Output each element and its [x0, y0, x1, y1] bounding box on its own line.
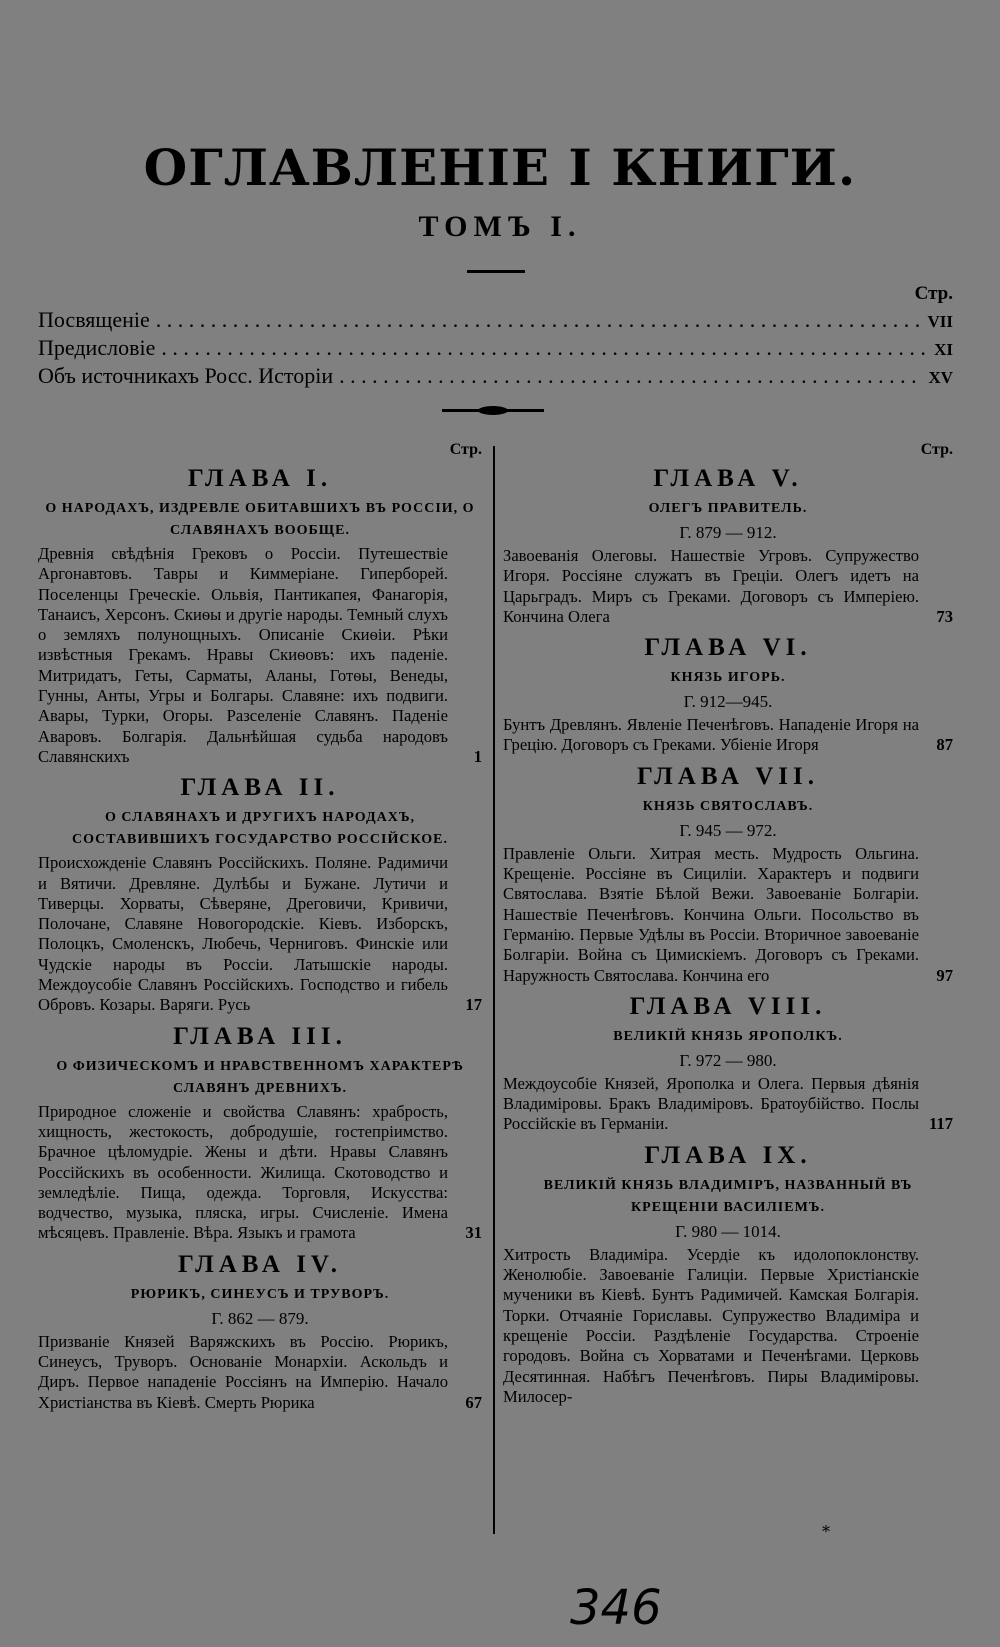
ornament-rule — [442, 409, 544, 412]
front-matter — [38, 283, 953, 391]
footnote-mark: * — [822, 1522, 830, 1541]
chapter-entry[interactable] — [503, 633, 953, 756]
chapter-page: 31 — [465, 1223, 482, 1243]
front-matter-label: Объ источникахъ Росс. Исторіи — [38, 363, 334, 388]
chapter-page: 87 — [936, 735, 953, 755]
chapter-entry[interactable] — [503, 762, 953, 986]
chapter-page: 73 — [936, 606, 953, 626]
chapter-subtitle: ОЛЕГЪ ПРАВИТЕЛЬ. — [648, 501, 808, 516]
chapter-page: 117 — [929, 1114, 953, 1134]
chapter-date: Г. 980 — 1014. — [675, 1221, 781, 1241]
front-matter-label: Предисловіе — [38, 335, 156, 360]
chapter-title: ГЛАВА VI. — [644, 634, 812, 662]
chapter-entry[interactable] — [38, 464, 482, 767]
chapter-summary: Междоусобіе Князей, Ярополка и Олега. Первыя дѣянія Владиміровы. Бракъ Владиміровъ. Братоубійство. Послы Россійскіе въ Германіи. — [503, 1073, 919, 1134]
column-page-label: Стр. — [449, 441, 482, 458]
title-rule — [467, 270, 525, 273]
column-divider — [493, 446, 495, 1534]
chapter-entry[interactable] — [38, 1250, 482, 1413]
chapter-entry[interactable] — [503, 464, 953, 627]
chapter-page: 1 — [473, 746, 482, 766]
chapter-date: Г. 912—945. — [683, 692, 773, 712]
front-matter-label: Посвященіе — [38, 307, 150, 332]
leader-dots — [156, 307, 922, 333]
chapter-subtitle: КНЯЗЬ ИГОРЬ. — [670, 670, 786, 686]
chapter-subtitle: О ФИЗИЧЕСКОМЪ И НРАВСТВЕННОМЪ ХАРАКТЕРѢ СЛАВЯНЪ ДРЕВНИХЪ. — [56, 1058, 464, 1096]
chapter-page: 97 — [936, 965, 953, 985]
chapter-subtitle: О СЛАВЯНАХЪ И ДРУГИХЪ НАРОДАХЪ, СОСТАВИВШИХЪ ГОСУДАРСТВО РОССІЙСКОЕ. — [72, 810, 448, 848]
chapter-summary: Древнія свѣдѣнія Грековъ о Россіи. Путешествіе Аргонавтовъ. Тавры и Киммеріане. Гиперборей. Поселенцы Греческіе. Ольвія, Пантикапея, Фанагорія, Танаисъ, Херсонъ. Скиѳы и другіе народы. Темный слухъ о земляхъ полунощныхъ. Описаніе Скиѳіи. Рѣки извѣстныя Грекамъ. Нравы Скиѳовъ: ихъ паденіе. Митридатъ, Геты, Сарматы, Аланы, Готѳы, Венеды, Гунны, Анты, Угры и Болгары. Славяне: ихъ подвиги. Авары, Турки, Огоры. Разселеніе Славянъ. Паденіе Аваровъ. Болгарія. Дальнѣйшая судьба народовъ Славянскихъ — [38, 544, 448, 766]
chapter-title: ГЛАВА VIII. — [629, 992, 827, 1020]
chapter-date: Г. 972 — 980. — [679, 1050, 777, 1070]
front-matter-item[interactable] — [38, 363, 953, 391]
front-matter-page: XV — [928, 368, 953, 387]
chapter-subtitle: КНЯЗЬ СВЯТОСЛАВЪ. — [642, 798, 814, 814]
chapter-title: ГЛАВА II. — [180, 774, 340, 802]
chapter-summary: Бунтъ Древлянъ. Явленіе Печенѣговъ. Нападеніе Игоря на Грецію. Договоръ съ Греками. Убіеніе Игоря — [503, 715, 919, 755]
chapter-title: ГЛАВА III. — [173, 1022, 347, 1050]
chapter-summary: Хитрость Владиміра. Усердіе къ идолопоклонству. Женолюбіе. Завоеваніе Галиціи. Первые Христіанскіе мученики въ Кіевѣ. Бунтъ Радимичей. Камская Болгарія. Торки. Отчаяніе Гориславы. Супружество Владиміра и крещеніе Россіи. Раздѣленіе Государства. Строеніе городовъ. Война съ Хорватами и Печенѣгами. Церковь Десятинная. Набѣгъ Печенѣговъ. Пиры Владиміровы. Милосер- — [503, 1244, 919, 1406]
chapter-summary: Природное сложеніе и свойства Славянъ: храбрость, хищность, жестокость, добродушіе, гостепріимство. Брачное цѣломудріе. Жены и дѣти. Нравы Славянъ Россійскихъ въ особенности. Жилища. Скотоводство и земледѣліе. Пища, одежда. Торговля, Искусства: водчество, музыка, пляска, игры. Счисленіе. Имена мѣсяцевъ. Правленіе. Вѣра. Языкъ и грамота — [38, 1101, 448, 1243]
chapter-subtitle: ВЕЛИКІЙ КНЯЗЬ ЯРОПОЛКЪ. — [613, 1028, 843, 1044]
chapter-subtitle: О НАРОДАХЪ, ИЗДРЕВЛЕ ОБИТАВШИХЪ ВЪ РОССІИ, О СЛАВЯНАХЪ ВООБЩЕ. — [45, 501, 475, 538]
front-matter-page: XI — [934, 340, 953, 359]
volume-subtitle: ТОМЪ I. — [418, 210, 582, 243]
chapter-page: 17 — [465, 995, 482, 1015]
toc-column-right — [503, 440, 953, 1413]
chapter-summary: Происхожденіе Славянъ Россійскихъ. Поляне. Радимичи и Вятичи. Древляне. Дулѣбы и Бужане. Лутичи и Тиверцы. Хорваты, Сѣверяне, Дреговичи, Кривичи, Полочане, Славяне Новогородскіе. Кіевъ. Изборскъ, Полоцкъ, Смоленскъ, Любечь, Черниговъ. Финскіе или Чудскіе народы въ Россіи. Латышскіе народы. Междоусобіе Славянъ Россійскихъ. Господство и гибель Обровъ. Козары. Варяги. Русь — [38, 853, 448, 1015]
chapter-date: Г. 862 — 879. — [211, 1308, 309, 1328]
chapter-entry[interactable] — [38, 1022, 482, 1244]
leader-dots — [161, 335, 928, 361]
chapter-subtitle: РЮРИКЪ, СИНЕУСЪ И ТРУВОРЪ. — [130, 1286, 390, 1302]
front-matter-page: VII — [927, 312, 953, 331]
page-title: ОГЛАВЛЕНІЕ I КНИГИ. — [143, 138, 857, 197]
chapter-summary: Завоеванія Олеговы. Нашествіе Угровъ. Супружество Игоря. Россіяне служатъ въ Греціи. Олегъ идетъ на Царьградъ. Миръ съ Греками. Договоръ съ Имперіею. Кончина Олега — [503, 546, 919, 626]
chapter-summary: Правленіе Ольги. Хитрая месть. Мудрость Ольгина. Крещеніе. Россіяне въ Сициліи. Характеръ и подвиги Святослава. Взятіе Бѣлой Вежи. Завоеваніе Болгаріи. Нашествіе Печенѣговъ. Кончина Ольги. Посольство въ Германію. Первые Удѣлы въ Россіи. Вторичное завоеваніе Болгаріи. Война съ Цимискіемъ. Договоръ съ Греками. Наружность Святослава. Кончина его — [503, 843, 919, 985]
chapter-date: Г. 879 — 912. — [679, 523, 777, 542]
chapter-title: ГЛАВА IX. — [644, 1141, 812, 1169]
chapter-entry[interactable] — [503, 992, 953, 1135]
front-matter-item[interactable] — [38, 307, 953, 335]
leader-dots — [339, 363, 922, 389]
column-page-label: Стр. — [920, 441, 953, 458]
chapter-entry[interactable] — [38, 773, 482, 1015]
chapter-title: ГЛАВА I. — [187, 465, 333, 492]
front-matter-item[interactable] — [38, 335, 953, 363]
chapter-title: ГЛАВА V. — [653, 465, 803, 492]
chapter-title: ГЛАВА VII. — [637, 762, 819, 790]
signature-number: 346 — [570, 1580, 662, 1636]
chapter-date: Г. 945 — 972. — [679, 820, 777, 840]
chapter-page: 67 — [465, 1392, 482, 1412]
front-matter-page-label: Стр. — [914, 283, 953, 304]
chapter-entry[interactable] — [503, 1141, 953, 1407]
toc-column-left — [38, 440, 482, 1419]
chapter-summary: Призваніе Князей Варяжскихъ въ Россію. Рюрикъ, Синеусъ, Труворъ. Основаніе Монархіи. Аскольдъ и Диръ. Первое нападеніе Россіянъ на Имперію. Начало Христіанства въ Кіевѣ. Смерть Рюрика — [38, 1331, 448, 1412]
chapter-subtitle: ВЕЛИКІЙ КНЯЗЬ ВЛАДИМІРЪ, НАЗВАННЫЙ ВЪ КРЕЩЕНІИ ВАСИЛІЕМЪ. — [543, 1177, 913, 1215]
chapter-title: ГЛАВА IV. — [177, 1250, 343, 1278]
